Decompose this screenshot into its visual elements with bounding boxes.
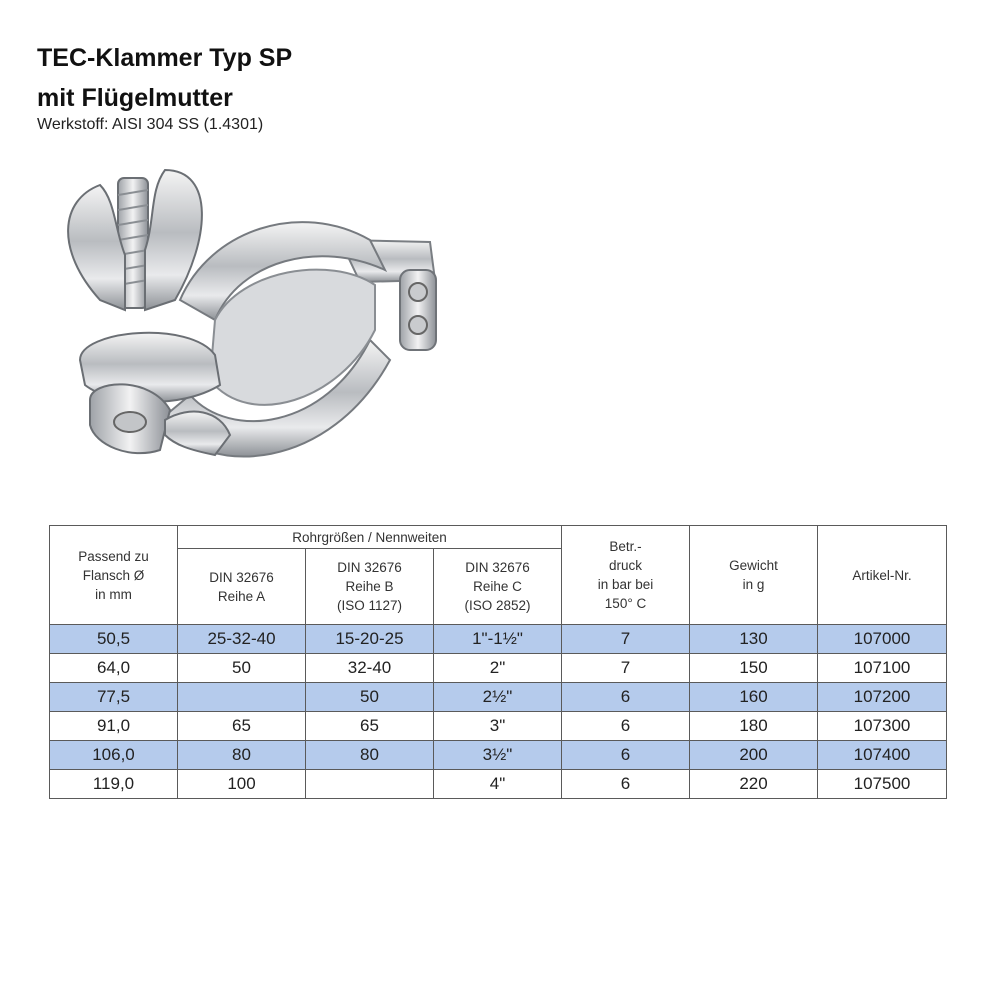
cell-din-b	[306, 770, 434, 799]
cell-din-c: 2½"	[434, 683, 562, 712]
cell-article: 107500	[818, 770, 947, 799]
cell-weight: 150	[690, 654, 818, 683]
table-row	[50, 683, 947, 712]
table-row	[50, 712, 947, 741]
page-title	[37, 38, 292, 118]
cell-article: 107200	[818, 683, 947, 712]
cell-din-c: 3½"	[434, 741, 562, 770]
table-row	[50, 654, 947, 683]
cell-din-b: 32-40	[306, 654, 434, 683]
column-header-article: Artikel-Nr.	[818, 526, 947, 625]
cell-flange: 50,5	[50, 625, 178, 654]
cell-din-b: 65	[306, 712, 434, 741]
cell-din-c: 3"	[434, 712, 562, 741]
column-group-pipe-sizes: Rohrgrößen / Nennweiten	[178, 526, 562, 549]
cell-flange: 77,5	[50, 683, 178, 712]
cell-din-c: 2"	[434, 654, 562, 683]
cell-flange: 64,0	[50, 654, 178, 683]
cell-weight: 180	[690, 712, 818, 741]
cell-din-a: 65	[178, 712, 306, 741]
cell-din-a	[178, 683, 306, 712]
cell-din-a: 25-32-40	[178, 625, 306, 654]
material-spec: Werkstoff: AISI 304 SS (1.4301)	[37, 116, 264, 133]
column-header-flange: Passend zu Flansch Ø in mm	[50, 526, 178, 625]
cell-pressure: 6	[562, 683, 690, 712]
cell-pressure: 6	[562, 770, 690, 799]
cell-din-b: 15-20-25	[306, 625, 434, 654]
table-row	[50, 770, 947, 799]
cell-weight: 200	[690, 741, 818, 770]
cell-flange: 91,0	[50, 712, 178, 741]
cell-pressure: 6	[562, 712, 690, 741]
cell-article: 107100	[818, 654, 947, 683]
cell-din-b: 50	[306, 683, 434, 712]
cell-din-a: 50	[178, 654, 306, 683]
cell-pressure: 7	[562, 654, 690, 683]
cell-weight: 160	[690, 683, 818, 712]
wing-nut-clamp-icon	[40, 160, 450, 500]
cell-article: 107000	[818, 625, 947, 654]
cell-weight: 220	[690, 770, 818, 799]
cell-din-c: 4"	[434, 770, 562, 799]
column-header-din-c: DIN 32676 Reihe C (ISO 2852)	[434, 549, 562, 625]
specification-table	[49, 525, 947, 799]
title-line-2: mit Flügelmutter	[37, 84, 233, 112]
column-header-din-b: DIN 32676 Reihe B (ISO 1127)	[306, 549, 434, 625]
cell-din-c: 1"-1½"	[434, 625, 562, 654]
cell-din-a: 80	[178, 741, 306, 770]
cell-din-b: 80	[306, 741, 434, 770]
cell-article: 107300	[818, 712, 947, 741]
column-header-din-a: DIN 32676 Reihe A	[178, 549, 306, 625]
table-row	[50, 741, 947, 770]
title-line-1: TEC-Klammer Typ SP	[37, 44, 293, 72]
cell-din-a: 100	[178, 770, 306, 799]
cell-flange: 106,0	[50, 741, 178, 770]
cell-flange: 119,0	[50, 770, 178, 799]
cell-pressure: 6	[562, 741, 690, 770]
cell-weight: 130	[690, 625, 818, 654]
cell-article: 107400	[818, 741, 947, 770]
column-header-pressure: Betr.- druck in bar bei 150° C	[562, 526, 690, 625]
column-header-weight: Gewicht in g	[690, 526, 818, 625]
cell-pressure: 7	[562, 625, 690, 654]
table-row	[50, 625, 947, 654]
